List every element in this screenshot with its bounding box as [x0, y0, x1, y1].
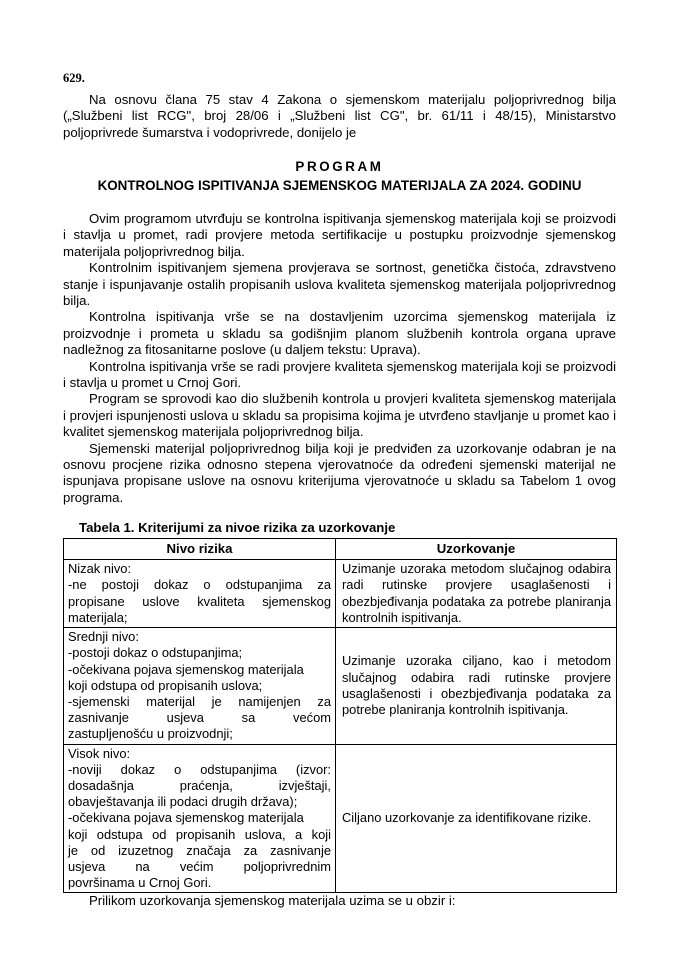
cell-line: usjeva na većim poljoprivrednim: [68, 858, 331, 874]
cell-line: propisane uslove kvaliteta sjemenskog: [68, 593, 331, 609]
table-caption: Tabela 1. Kriterijumi za nivoe rizika za uzorkovanje: [79, 520, 396, 536]
cell-line: -sjemenski materijal je namijenjen za: [68, 693, 331, 709]
cell-line: Srednji nivo:: [68, 629, 139, 645]
cell-line: zasnivanje usjeva sa većom: [68, 710, 331, 726]
cell-line: -postoji dokaz o odstupanjima;: [68, 645, 243, 661]
paragraph-5: Program se sprovodi kao dio službenih kontrola u provjeri kvaliteta sjemenskog materijala i provjeri ispunjenosti uslova u skladu sa propisima kojima je utvrđeno stavljanje u promet kao i kvalitet sjemenskog materijala poljoprivrednog bilja.: [63, 391, 616, 440]
cell-srednji-nivo-criteria: [64, 628, 336, 744]
intro-paragraph: Na osnovu člana 75 stav 4 Zakona o sjemenskom materijalu poljoprivrednog bilja („Službeni list RCG", broj 28/06 i „Službeni list CG", br. 61/11 i 48/15), Ministarstvo poljoprivrede šumarstva i vodoprivrede, donijelo je: [63, 91, 616, 140]
closing-paragraph: Prilikom uzorkovanja sjemenskog materijala uzima se u obzir i:: [89, 893, 456, 909]
paragraph-3: Kontrolna ispitivanja vrše se na dostavljenim uzorcima sjemenskog materijala iz proizvodnje i prometa u skladu sa godišnjim planom službenih kontrola organa uprave nadležnog za fitosanitarne poslove (u daljem tekstu: Uprava).: [63, 309, 616, 358]
cell-line: je od izuzetnog značaja za zasnivanje: [68, 842, 331, 858]
program-title-line2: KONTROLNOG ISPITIVANJA SJEMENSKOG MATERIJALA ZA 2024. GODINU: [97, 177, 582, 193]
paragraph-4: Kontrolna ispitivanja vrše se radi provjere kvaliteta sjemenskog materijala koji se proizvodi i stavlja u promet u Crnoj Gori.: [63, 358, 616, 391]
table-header-nivo-rizika: Nivo rizika: [64, 539, 336, 560]
table-spacer: [63, 506, 616, 520]
table-header-row: [64, 539, 617, 560]
cell-line: dosadašnja praćenja, izvještaji,: [68, 777, 331, 793]
cell-visok-nivo-sampling: Ciljano uzorkovanje za identifikovane rizike.: [336, 744, 617, 893]
cell-line: Visok nivo:: [68, 745, 131, 761]
table-header-uzorkovanje: Uzorkovanje: [336, 539, 617, 560]
cell-line: obavještavanja ili podaci drugih država);: [68, 794, 298, 810]
document-number: 629.: [63, 71, 85, 85]
cell-line: -ne postoji dokaz o odstupanjima za: [68, 577, 331, 593]
paragraph-2: Kontrolnim ispitivanjem sjemena provjerava se sortnost, genetička čistoća, zdravstveno stanje i ispunjavanje ostalih propisanih uslova kvaliteta sjemenskog materijala poljoprivrednog bilja.: [63, 260, 616, 308]
cell-line: koji odstupa od propisanih uslova, a koji: [68, 826, 331, 842]
document-content: [63, 72, 616, 910]
cell-line: -noviji dokaz o odstupanjima (izvor:: [68, 761, 331, 777]
cell-line: -očekivana pojava sjemenskog materijala: [68, 661, 304, 677]
cell-visok-nivo-criteria: [64, 744, 336, 893]
cell-line: zastupljenošću u proizvodnji;: [68, 726, 233, 742]
table-row: [64, 744, 617, 893]
cell-srednji-nivo-sampling: Uzimanje uzoraka ciljano, kao i metodom slučajnog odabira radi rutinske provjere usaglašenosti i obezbjeđivanja podataka za potrebe planiranja kontrolnih ispitivanja.: [336, 628, 617, 744]
risk-criteria-table: [63, 538, 617, 893]
cell-line: Nizak nivo:: [68, 561, 132, 577]
table-row: [64, 560, 617, 628]
paragraph-6: Sjemenski materijal poljoprivrednog bilja koji je predviđen za uzorkovanje odabran je na osnovu procjene rizika odnosno stepena vjerovatnoće da određeni sjemenski materijal ne ispunjava propisane uslove na osnovu kriterijuma vjerovatnoće u skladu sa Tabelom 1 ovog programa.: [63, 440, 616, 505]
title-block: [63, 158, 616, 195]
cell-line: materijala;: [68, 609, 128, 625]
paragraph-1: Ovim programom utvrđuju se kontrolna ispitivanja sjemenskog materijala koji se proizvodi i stavlja u promet, radi provjere metoda sertifikacije u postupku proizvodnje sjemenskog materijala poljoprivrednog bilja.: [63, 210, 616, 259]
table-row: [64, 628, 617, 744]
cell-nizak-nivo-sampling: Uzimanje uzoraka metodom slučajnog odabira radi rutinske provjere usaglašenosti i obezbjeđivanja podataka za potrebe planiranja kontrolnih ispitivanja.: [336, 560, 617, 628]
cell-line: -očekivana pojava sjemenskog materijala: [68, 810, 304, 826]
program-title-line1: PROGRAM: [295, 158, 384, 174]
cell-nizak-nivo-criteria: [64, 560, 336, 628]
cell-line: površinama u Crnoj Gori.: [68, 875, 212, 891]
cell-line: koji odstupa od propisanih uslova;: [68, 677, 263, 693]
